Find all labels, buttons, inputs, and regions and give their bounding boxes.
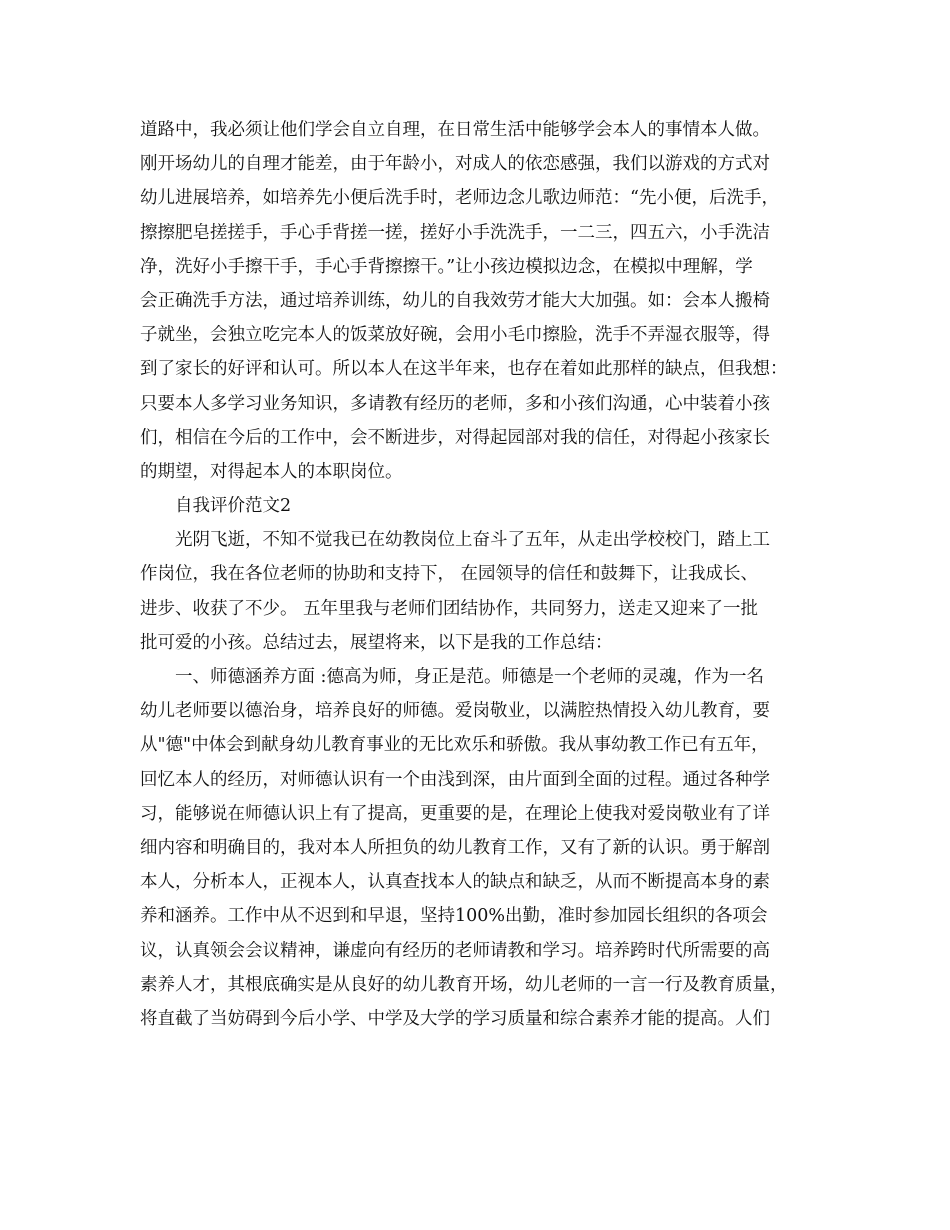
text-line: 养和涵养。工作中从不迟到和早退，坚持100%出勤，准时参加园长组织的各项会: [140, 906, 768, 927]
text-line: 只要本人多学习业务知识，多请教有经历的老师，多和小孩们沟通，心中装着小孩: [140, 393, 770, 414]
text-line: 光阴飞逝，不知不觉我已在幼教岗位上奋斗了五年，从走出学校校门，踏上工: [175, 530, 770, 551]
text-line: 议，认真领会会议精神，谦虚向有经历的老师请教和学习。培养跨时代所需要的高: [140, 940, 770, 961]
text-line: 到了家长的好评和认可。所以本人在这半年来，也存在着如此那样的缺点，但我想：: [140, 359, 788, 380]
section-heading: 自我评价范文2: [175, 496, 292, 517]
text-line: 子就坐，会独立吃完本人的饭菜放好碗，会用小毛巾擦脸，洗手不弄湿衣服等，得: [140, 325, 770, 346]
body-text: [140, 113, 830, 1036]
text-line: 幼儿进展培养，如培养先小便后洗手时，老师边念儿歌边师范：“先小便，后洗手，: [140, 188, 779, 209]
text-line: 素养人才，其根底确实是从良好的幼儿教育开场，幼儿老师的一言一行及教育质量，: [140, 974, 788, 995]
text-line: 的期望，对得起本人的本职岗位。: [140, 461, 403, 482]
text-line: 进步、收获了不少。 五年里我与老师们团结协作，共同努力，送走又迎来了一批: [140, 598, 759, 619]
text-line: 细内容和明确目的，我对本人所担负的幼儿教育工作，又有了新的认识。勇于解剖: [140, 837, 770, 858]
text-line: 们，相信在今后的工作中，会不断进步，对得起园部对我的信任，对得起小孩家长: [140, 427, 770, 448]
text-line: 本人，分析本人，正视本人，认真查找本人的缺点和缺乏，从而不断提高本身的素: [140, 872, 770, 893]
text-line: 回忆本人的经历，对师德认识有一个由浅到深，由片面到全面的过程。通过各种学: [140, 769, 770, 790]
text-line: 从"德"中体会到献身幼儿教育事业的无比欢乐和骄傲。我从事幼教工作已有五年，: [140, 735, 769, 756]
text-line: 擦擦肥皂搓搓手，手心手背搓一搓，搓好小手洗洗手，一二三，四五六，小手洗洁: [140, 222, 770, 243]
text-line: 幼儿老师要以德治身，培养良好的师德。爱岗敬业，以满腔热情投入幼儿教育，要: [140, 701, 770, 722]
text-line: 会正确洗手方法，通过培养训练，幼儿的自我效劳才能大大加强。如：会本人搬椅: [140, 290, 770, 311]
text-line: 习，能够说在师德认识上有了提高，更重要的是，在理论上使我对爱岗敬业有了详: [140, 803, 770, 824]
text-line: 批可爱的小孩。总结过去，展望将来，以下是我的工作总结：: [140, 632, 613, 653]
text-line: 作岗位，我在各位老师的协助和支持下， 在园领导的信任和鼓舞下，让我成长、: [140, 564, 759, 585]
text-line: 刚开场幼儿的自理才能差，由于年龄小，对成人的依恋感强，我们以游戏的方式对: [140, 154, 770, 175]
text-line: 一、师德涵养方面 :德高为师，身正是范。师德是一个老师的灵魂，作为一名: [175, 667, 764, 687]
text-line: 道路中，我必须让他们学会自立自理，在日常生活中能够学会本人的事情本人做。: [140, 120, 770, 140]
text-line: 净，洗好小手擦干手，手心手背擦擦干。”让小孩边模拟边念，在模拟中理解，学: [140, 256, 753, 277]
text-line: 将直截了当妨碍到今后小学、中学及大学的学习质量和综合素养才能的提高。人们: [140, 1008, 770, 1029]
